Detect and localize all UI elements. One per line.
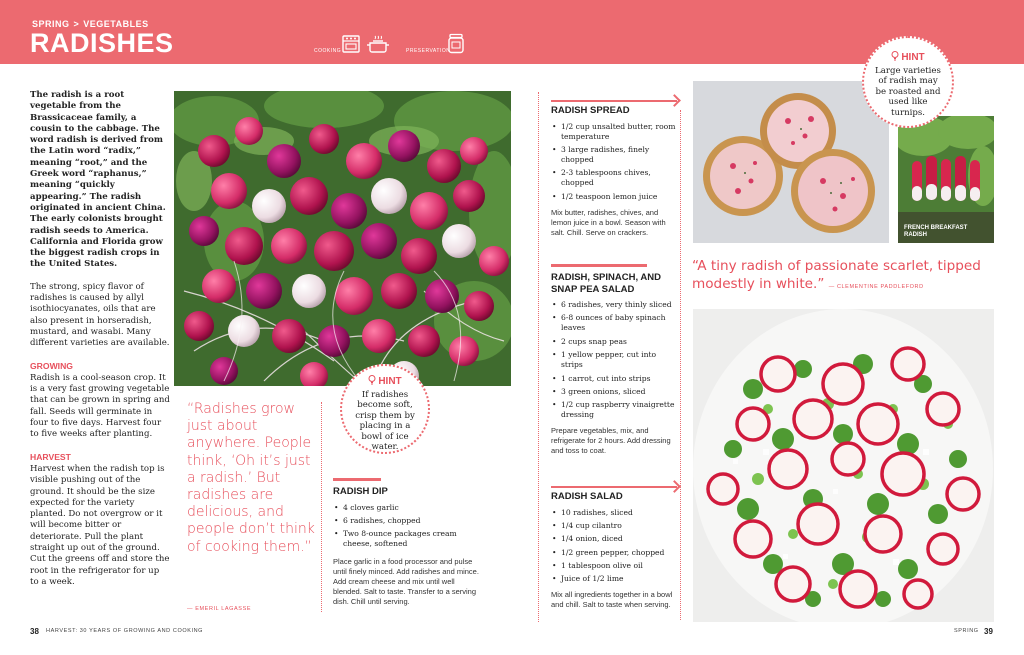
intro-paragraph: The strong, spicy flavor of radishes is caused by allyl isothiocyanates, oils that are also present in horseradish, mustard, and wasabi. Many different varieties are available. [30, 281, 170, 349]
pull-quote: “Radishes grow just about anywhere. People think, ‘Oh it’s just a radish.’ But radishes are delicious, and people don’t think of cooking them.” [187, 401, 315, 555]
recipe-method: Mix butter, radishes, chives, and lemon juice in a bowl. Season with salt. Chill. Serve on crackers. [551, 207, 666, 237]
ingredient: • 1/2 cup raspberry vinaigrette dressing [551, 400, 676, 420]
radish-salad-photo [693, 309, 994, 622]
side-quote-text: “A tiny radish of passionate scarlet, tipped modestly in white.” [692, 258, 981, 292]
lightbulb-icon [891, 51, 899, 61]
harvest-heading: HARVEST [30, 451, 71, 462]
running-footer-left: HARVEST: 30 YEARS OF GROWING AND COOKING [46, 628, 204, 634]
stove-icon [341, 34, 361, 54]
breadcrumb-topic[interactable]: VEGETABLES [83, 19, 149, 29]
ingredient: • 2 cups snap peas [551, 337, 676, 347]
ingredient-list [551, 508, 676, 585]
ingredient: • 10 radishes, sliced [551, 508, 676, 518]
recipe-method: Mix all ingredients together in a bowl and chill. Salt to taste when serving. [551, 590, 673, 610]
recipe-accent-bar [551, 264, 647, 267]
tag-preservation: PRESERVATION [406, 48, 451, 54]
french-breakfast-radish-photo [898, 116, 994, 243]
quote-attribution: — EMERIL LAGASSE [187, 606, 252, 612]
recipe-spinach-salad [551, 264, 676, 456]
radish-bunch-photo [174, 91, 511, 386]
pot-icon [366, 35, 390, 54]
ingredient: • 6 radishes, very thinly sliced [551, 300, 676, 310]
hint-badge-roast [862, 36, 954, 128]
ingredient: • 1/4 onion, diced [551, 534, 676, 544]
ingredient-list [551, 122, 676, 202]
recipe-title: RADISH SALAD [551, 491, 623, 502]
recipe-radish-salad [551, 491, 676, 610]
hint-text: If radishes become soft, crisp them by placing in a bowl of ice water. [355, 389, 415, 452]
column-divider [321, 402, 322, 612]
side-quote [692, 258, 997, 296]
page-gutter-divider [538, 92, 539, 622]
ingredient: • 1 carrot, cut into strips [551, 374, 676, 384]
intro-lead: The radish is a root vegetable from the Brassicaceae family, a cousin to the cabbage. The word radish is derived from the Latin word “radix,” meaning “root,” and the Greek word “raphanus,” meaning “quickly appearing.” The radish originated in ancient China. The early colonists brought radish seeds to America. California and Florida grow the biggest radish crops in the United States. [30, 90, 166, 270]
radish-spread-crackers-photo [693, 81, 889, 243]
hint-badge-crisp [340, 364, 430, 454]
page-number-left: 38 [30, 627, 39, 636]
ingredient: • 4 cloves garlic [333, 503, 483, 513]
ingredient: • 6 radishes, chopped [333, 516, 483, 526]
recipe-accent-bar [333, 478, 381, 481]
ingredient: • 1 yellow pepper, cut into strips [551, 350, 676, 370]
arrow-salad [551, 486, 677, 488]
recipe-method: Prepare vegetables, mix, and refrigerate for 2 hours. Add dressing and toss to coat. [551, 426, 671, 456]
hint-label: HINT [901, 52, 925, 63]
jar-icon [447, 33, 465, 54]
recipe-radish-dip [333, 478, 483, 607]
hint-text: Large varieties of radish may be roasted and used like turnips. [875, 65, 941, 118]
recipe-radish-spread [551, 105, 676, 238]
page-number-right: 39 [984, 627, 993, 636]
growing-heading: GROWING [30, 360, 73, 371]
hint-label: HINT [378, 376, 402, 387]
page-title: RADISHES [30, 28, 174, 58]
breadcrumb-separator: > [73, 19, 80, 29]
ingredient: • 3 large radishes, finely chopped [551, 145, 676, 165]
ingredient: • 6-8 ounces of baby spinach leaves [551, 313, 676, 333]
ingredient-list [551, 300, 676, 420]
ingredient: • Two 8-ounce packages cream cheese, softened [333, 529, 483, 549]
recipe-column-divider [680, 110, 681, 620]
recipe-title: RADISH, SPINACH, AND SNAP PEA SALAD [551, 272, 661, 295]
recipe-method: Place garlic in a food processor and pulse until finely minced. Add radishes and mince. Add cream cheese and mix until well blended. Salt to taste. Transfer to a serving dish. Chill until serving. [333, 557, 479, 607]
photo-caption: FRENCH BREAKFAST RADISH [904, 225, 968, 238]
ingredient: • 3 green onions, sliced [551, 387, 676, 397]
breadcrumb-section[interactable]: SPRING [32, 19, 70, 29]
running-footer-right: SPRING [954, 628, 979, 634]
side-quote-attribution: — CLEMENTINE PADDLEFORD [828, 283, 924, 290]
growing-text: Radish is a cool-season crop. It is a very fast growing vegetable that can be grown in spring and fall. Seeds will germinate in four to five days. Harvest four to five weeks after planting. [30, 372, 170, 440]
ingredient: • Juice of 1/2 lime [551, 574, 676, 584]
ingredient: • 1 tablespoon olive oil [551, 561, 676, 571]
tag-cooking: COOKING [314, 48, 342, 54]
ingredient: • 1/4 cup cilantro [551, 521, 676, 531]
ingredient: • 1/2 cup unsalted butter, room temperature [551, 122, 676, 142]
recipe-title: RADISH SPREAD [551, 105, 630, 116]
ingredient-list [333, 503, 483, 550]
harvest-text: Harvest when the radish top is visible pushing out of the ground. It should be the size expected for the variety planted. Do not overgrow or it will become bitter or deteriorate. Pull the plant straight up out of the ground. Cut the greens off and store the root in the refrigerator for up to a week. [30, 463, 170, 587]
recipe-title: RADISH DIP [333, 486, 388, 497]
intro-column [30, 90, 170, 599]
ingredient: • 2-3 tablespoons chives, chopped [551, 168, 676, 188]
lightbulb-icon [368, 375, 376, 385]
ingredient: • 1/2 teaspoon lemon juice [551, 192, 676, 202]
ingredient: • 1/2 green pepper, chopped [551, 548, 676, 558]
arrow-spread [551, 100, 677, 102]
